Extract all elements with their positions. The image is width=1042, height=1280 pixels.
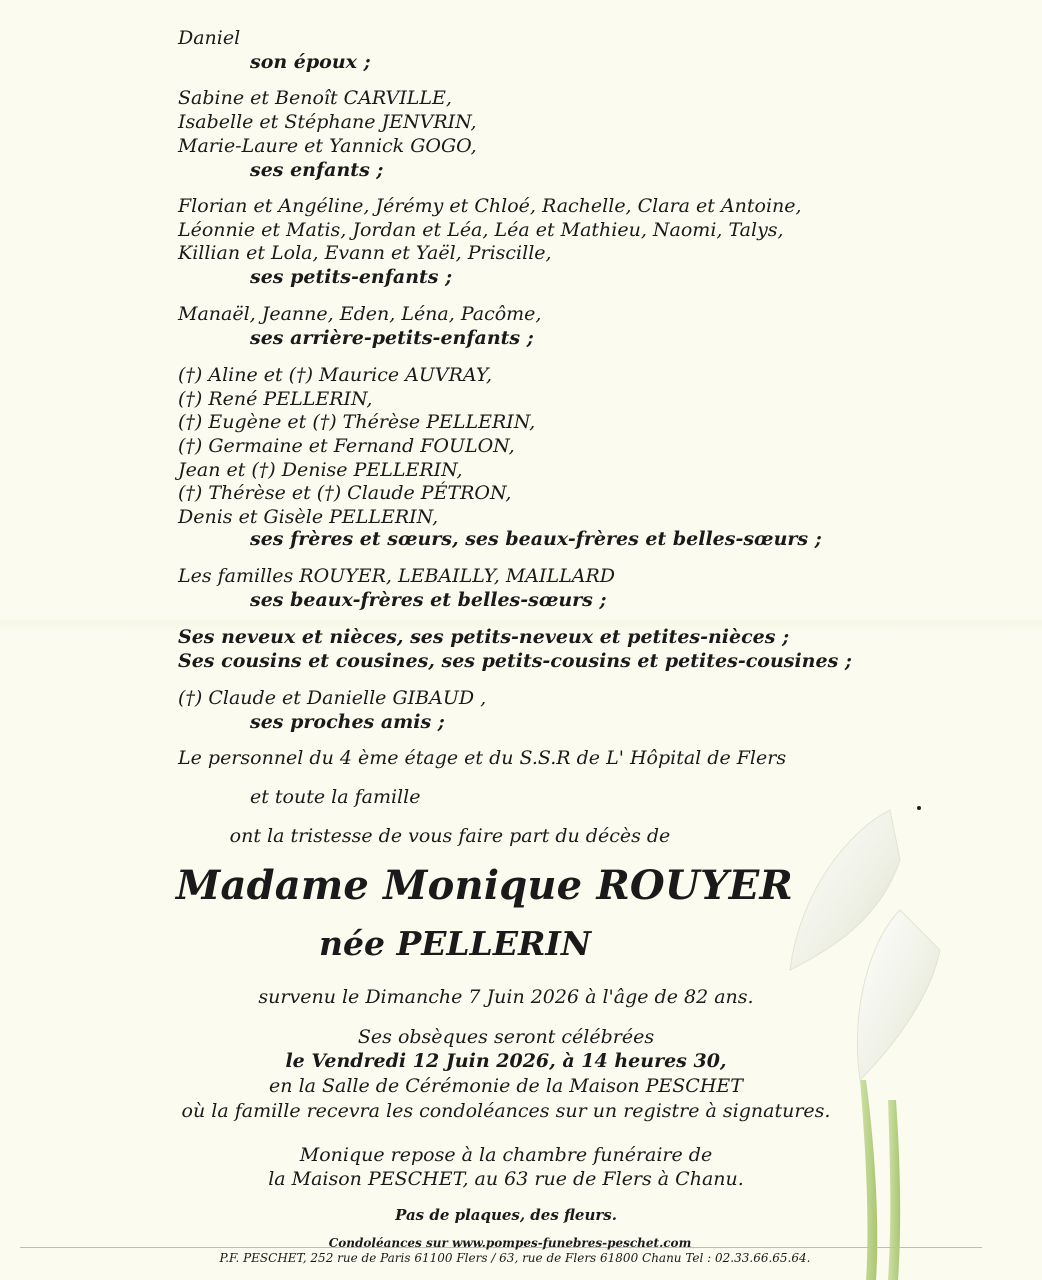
family-member-line: Jean et (†) Denise PELLERIN, [178, 459, 463, 481]
family-member-line: Killian et Lola, Evann et Yaël, Priscille, [178, 242, 552, 264]
relation-label: Ses neveux et nièces, ses petits-neveux et petites-nièces ; [178, 626, 790, 648]
relation-label: ses frères et sœurs, ses beaux-frères et belles-sœurs ; [250, 528, 822, 550]
family-member-line: Florian et Angéline, Jérémy et Chloé, Rachelle, Clara et Antoine, [178, 195, 802, 217]
condolences-link[interactable]: Condoléances sur www.pompes-funebres-peschet.com [328, 1236, 692, 1250]
flowers-note: Pas de plaques, des fleurs. [395, 1206, 617, 1224]
family-member-line: (†) Germaine et Fernand FOULON, [178, 435, 515, 457]
maiden-name: née PELLERIN [318, 924, 592, 963]
family-member-line: (†) Claude et Danielle GIBAUD , [178, 687, 487, 709]
ceremony-line: la Maison PESCHET, au 63 rue de Flers à Chanu. [268, 1168, 744, 1190]
announcement-text: ont la tristesse de vous faire part du décès de [229, 825, 671, 847]
family-member-line: (†) Thérèse et (†) Claude PÉTRON, [178, 482, 512, 504]
family-member-line: Sabine et Benoît CARVILLE, [178, 87, 452, 109]
family-member-line: (†) Eugène et (†) Thérèse PELLERIN, [178, 411, 536, 433]
relation-label: ses proches amis ; [250, 711, 445, 733]
family-member-line: Daniel [178, 27, 241, 49]
relation-label: son époux ; [250, 51, 371, 73]
relation-label: ses petits-enfants ; [250, 266, 453, 288]
funeral-home-address: P.F. PESCHET, 252 rue de Paris 61100 Flers / 63, rue de Flers 61800 Chanu Tel : 02.33.66.65.64. [219, 1251, 811, 1265]
ceremony-line: Monique repose à la chambre funéraire de [299, 1144, 713, 1166]
family-member-line: Isabelle et Stéphane JENVRIN, [178, 111, 477, 133]
family-member-line: Manaël, Jeanne, Eden, Léna, Pacôme, [178, 303, 542, 325]
ceremony-line: survenu le Dimanche 7 Juin 2026 à l'âge de 82 ans. [258, 986, 754, 1008]
relation-label: ses arrière-petits-enfants ; [250, 327, 534, 349]
family-member-line: Denis et Gisèle PELLERIN, [178, 506, 439, 528]
family-member-line: Le personnel du 4 ème étage et du S.S.R de L' Hôpital de Flers [178, 747, 787, 769]
ceremony-line: le Vendredi 12 Juin 2026, à 14 heures 30, [285, 1050, 727, 1072]
ceremony-line: où la famille recevra les condoléances sur un registre à signatures. [181, 1100, 831, 1122]
family-member-line: (†) René PELLERIN, [178, 388, 373, 410]
ceremony-line: en la Salle de Cérémonie de la Maison PESCHET [269, 1075, 743, 1097]
family-member-line: (†) Aline et (†) Maurice AUVRAY, [178, 364, 492, 386]
ink-dot [917, 806, 921, 810]
ceremony-line: Ses obsèques seront célébrées [357, 1026, 655, 1048]
relation-label: Ses cousins et cousines, ses petits-cousins et petites-cousines ; [178, 650, 852, 672]
family-member-line: Marie-Laure et Yannick GOGO, [178, 135, 477, 157]
family-member-line: Léonnie et Matis, Jordan et Léa, Léa et Mathieu, Naomi, Talys, [178, 219, 784, 241]
family-member-line: et toute la famille [250, 786, 421, 808]
deceased-name: Madame Monique ROUYER [176, 862, 793, 909]
relation-label: ses beaux-frères et belles-sœurs ; [250, 589, 607, 611]
family-member-line: Les familles ROUYER, LEBAILLY, MAILLARD [178, 565, 616, 587]
relation-label: ses enfants ; [250, 159, 384, 181]
